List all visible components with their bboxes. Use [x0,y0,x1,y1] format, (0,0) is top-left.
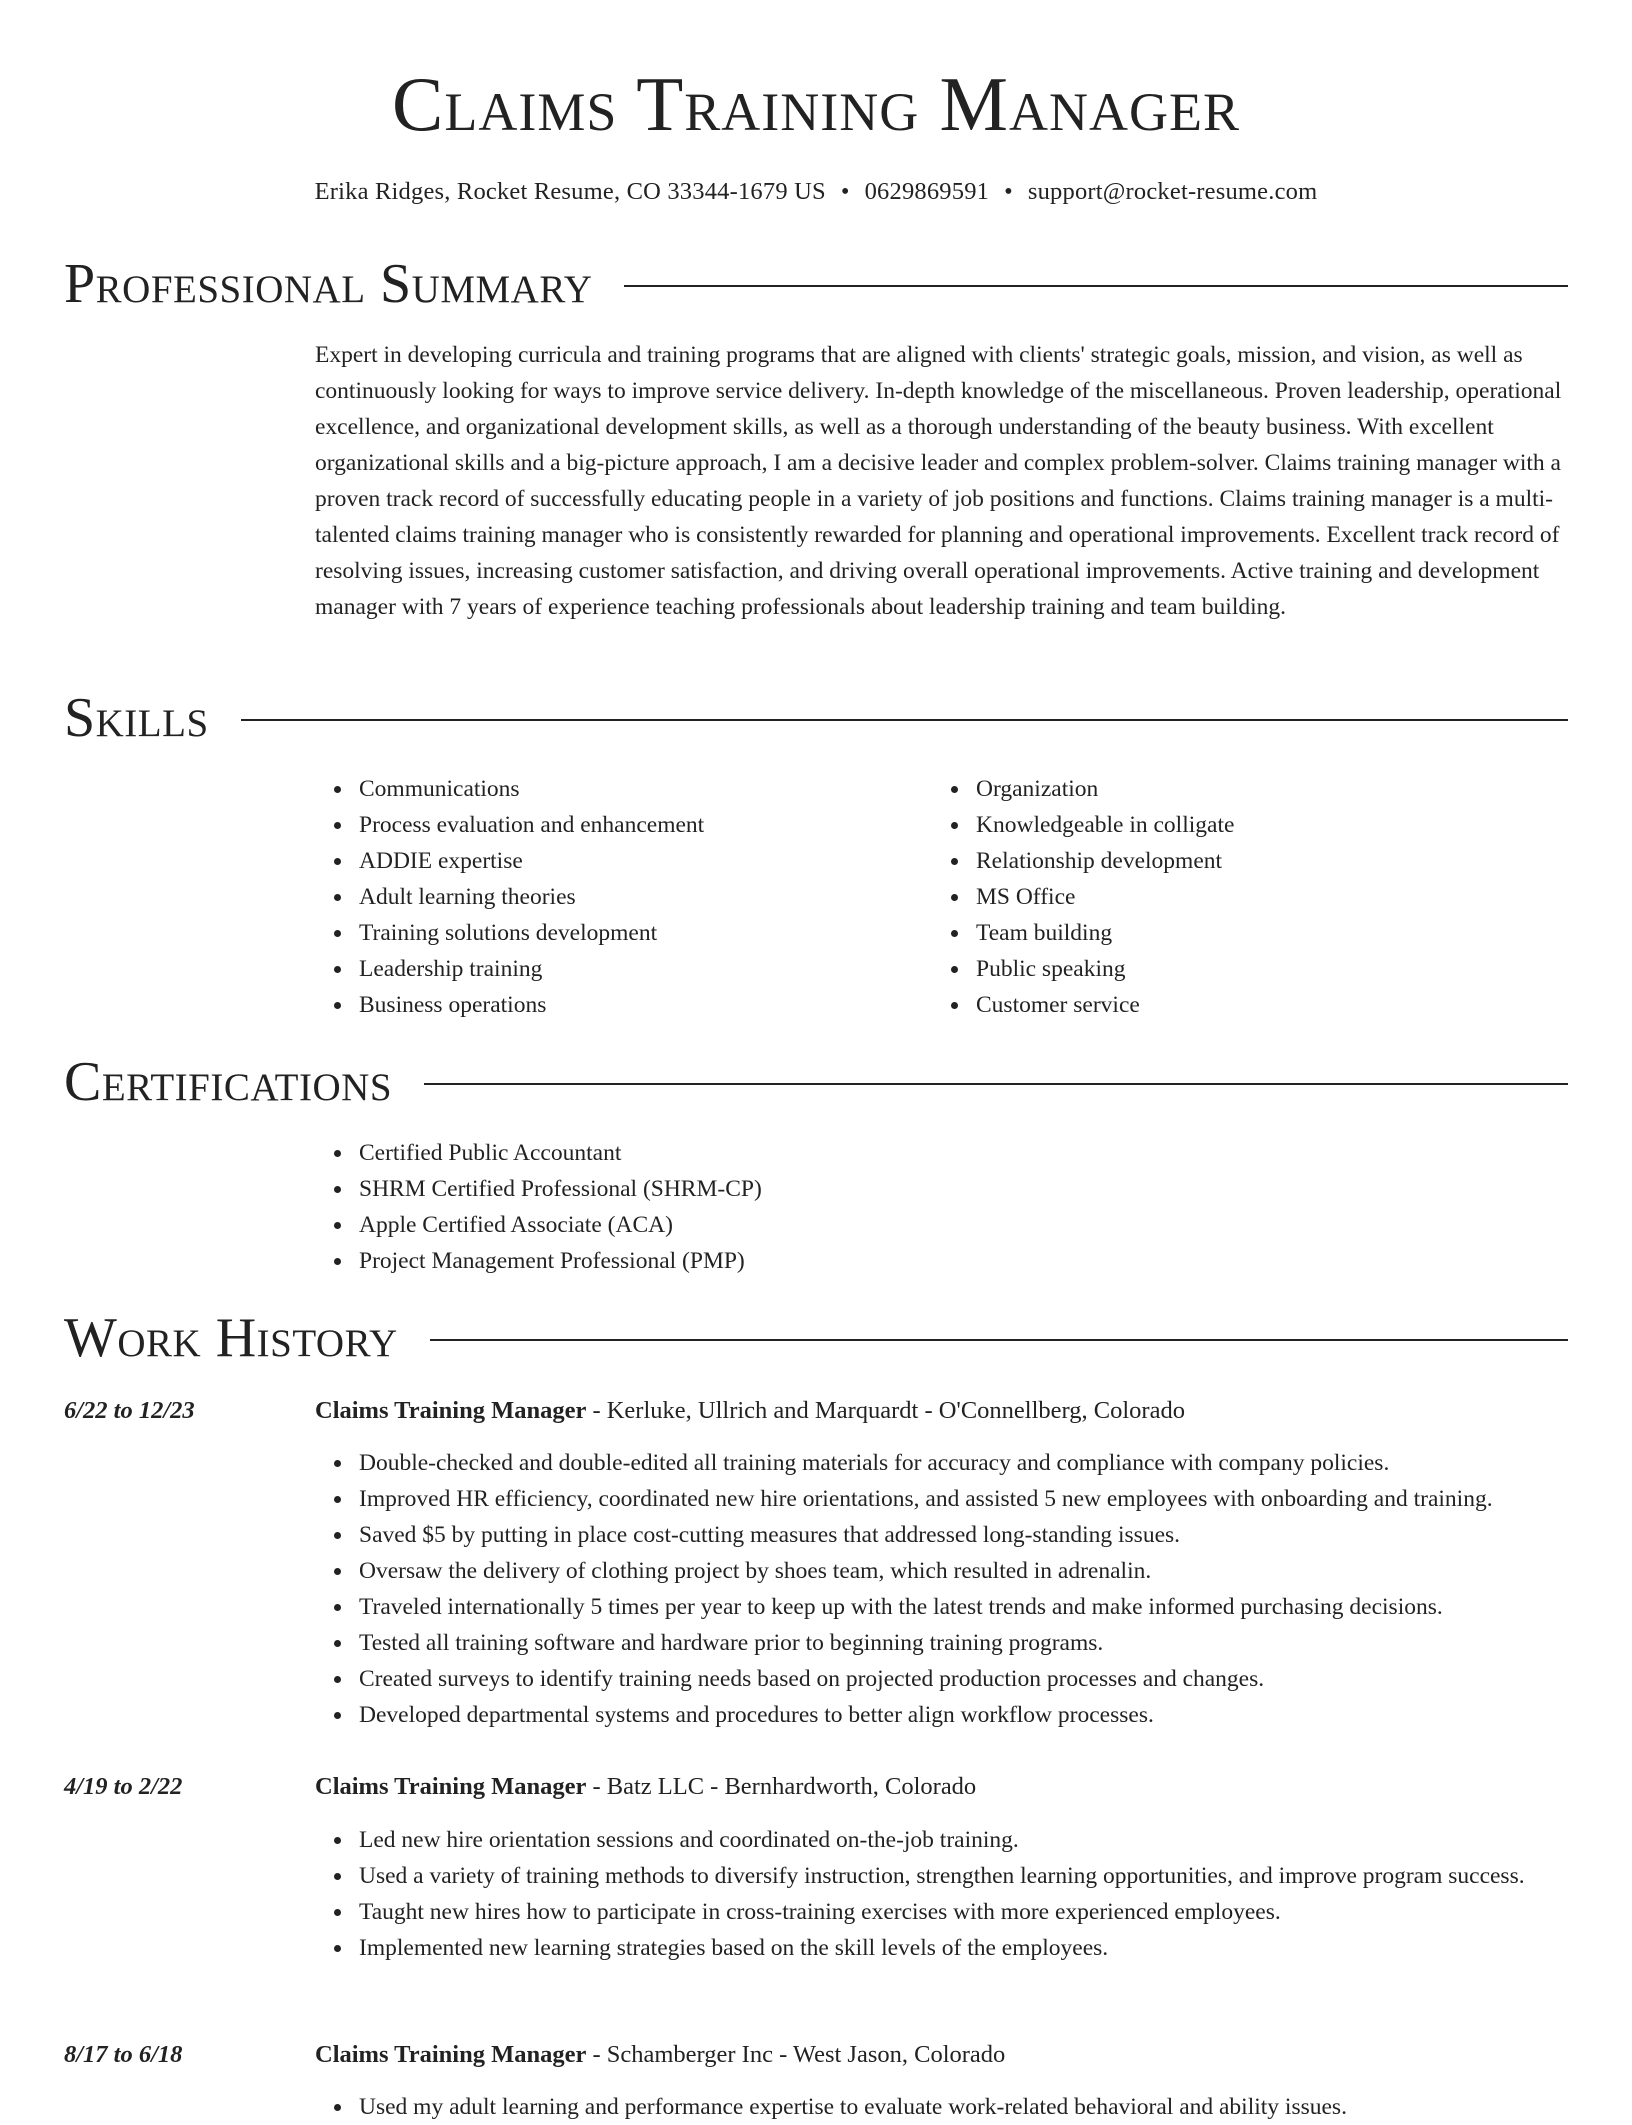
job-title: Claims Training Manager [315,1397,587,1424]
summary-text: Expert in developing curricula and training programs that are aligned with clients' strategic goals, mission, and vision, as well as continuously looking for ways to improve service delivery. In-depth knowledge of the miscellaneous. Proven leadership, operational excellence, and organizational development skills, as well as a thorough understanding of the beauty business. With excellent organizational skills and a big-picture approach, I am a decisive leader and complex problem-solver. Claims training manager with a proven track record of successfully educating people in a variety of job positions and functions. Claims training manager is a multi-talented claims training manager who is consistently rewarded for planning and operational improvements. Excellent track record of resolving issues, increasing customer satisfaction, and driving overall operational improvements. Active training and development manager with 7 years of experience teaching professionals about leadership training and team building. [315,342,1562,620]
summary-section-header [64,252,1568,316]
skills-list-right [932,771,1532,1023]
skill-item: Knowledgeable in colligate [976,807,1532,843]
job-bullet: Oversaw the delivery of clothing project by shoes team, which resulted in adrenalin. [359,1553,1568,1589]
job-dates: 4/19 to 2/22 [64,1773,183,1800]
skill-item: Relationship development [976,843,1532,879]
job-bullet: Created surveys to identify training needs based on projected production processes and changes. [359,1661,1568,1697]
job-dates: 8/17 to 6/18 [64,2041,183,2068]
certifications-section-header [64,1050,1568,1114]
job-bullet: Led new hire orientation sessions and coordinated on-the-job training. [359,1822,1568,1858]
job-bullet: Used my adult learning and performance expertise to evaluate work-related behavioral and ability issues. [359,2089,1568,2125]
job-title-line [315,1393,1568,1429]
section-divider [241,719,1568,721]
skill-item: Team building [976,915,1532,951]
summary-heading: Professional Summary [64,253,593,315]
certification-item: Project Management Professional (PMP) [359,1243,1568,1279]
skill-item: Public speaking [976,951,1532,987]
job-bullets-block [315,1445,1568,1733]
job-bullet: Double-checked and double-edited all training materials for accuracy and compliance with company policies. [359,1445,1568,1481]
skills-column-right [932,771,1532,1023]
certification-item: Apple Certified Associate (ACA) [359,1207,1568,1243]
job-bullets-block [315,1822,1568,1966]
job-title-line [315,1769,1568,1805]
job-employer: - Schamberger Inc - West Jason, Colorado [586,2041,1006,2068]
section-divider [430,1339,1568,1341]
certifications-list [315,1135,1568,1279]
job-bullet: Developed departmental systems and procedures to better align workflow processes. [359,1697,1568,1733]
contact-line [64,174,1568,210]
skill-item: Business operations [359,987,915,1023]
skill-item: Organization [976,771,1532,807]
section-divider [624,285,1568,287]
job-bullet: Traveled internationally 5 times per year to keep up with the latest trends and make informed purchasing decisions. [359,1589,1568,1625]
skill-item: MS Office [976,879,1532,915]
certifications-block [315,1135,1568,1279]
skill-item: Leadership training [359,951,915,987]
job-bullets [315,1445,1568,1733]
skills-heading: Skills [64,687,209,749]
contact-address: Erika Ridges, Rocket Resume, CO 33344-1679 US [314,178,826,205]
contact-phone: 0629869591 [864,178,990,205]
skill-item: Adult learning theories [359,879,915,915]
resume-title: Claims Training Manager [392,61,1240,147]
contact-email: support@rocket-resume.com [1027,178,1318,205]
skills-list-left [315,771,915,1023]
job-bullet: Implemented new learning strategies based on the skill levels of the employees. [359,1930,1568,1966]
job-bullets [315,2089,1568,2125]
skill-item: ADDIE expertise [359,843,915,879]
job-dates: 6/22 to 12/23 [64,1397,195,1424]
job-employer: - Batz LLC - Bernhardworth, Colorado [586,1773,977,1800]
contact-separator: • [840,178,850,205]
job-title-line [315,2037,1568,2073]
job-title: Claims Training Manager [315,2041,587,2068]
skill-item: Training solutions development [359,915,915,951]
skills-section-header [64,686,1568,750]
job-title: Claims Training Manager [315,1773,587,1800]
work-section-header [64,1306,1568,1370]
job-bullet: Tested all training software and hardware prior to beginning training programs. [359,1625,1568,1661]
job-bullet: Used a variety of training methods to diversify instruction, strengthen learning opportunities, and improve program success. [359,1858,1568,1894]
job-bullets [315,1822,1568,1966]
contact-separator: • [1004,178,1013,205]
job-bullet: Saved $5 by putting in place cost-cutting measures that addressed long-standing issues. [359,1517,1568,1553]
section-divider [424,1083,1568,1085]
certification-item: SHRM Certified Professional (SHRM-CP) [359,1171,1568,1207]
skill-item: Communications [359,771,915,807]
work-heading: Work History [64,1307,398,1369]
job-employer: - Kerluke, Ullrich and Marquardt - O'Connellberg, Colorado [586,1397,1185,1424]
skill-item: Customer service [976,987,1532,1023]
job-bullet: Taught new hires how to participate in cross-training exercises with more experienced employees. [359,1894,1568,1930]
certifications-heading: Certifications [64,1051,393,1113]
skills-column-left [315,771,915,1023]
job-bullets-block [315,2089,1568,2125]
certification-item: Certified Public Accountant [359,1135,1568,1171]
skill-item: Process evaluation and enhancement [359,807,915,843]
job-bullet: Improved HR efficiency, coordinated new hire orientations, and assisted 5 new employees with onboarding and training. [359,1481,1568,1517]
